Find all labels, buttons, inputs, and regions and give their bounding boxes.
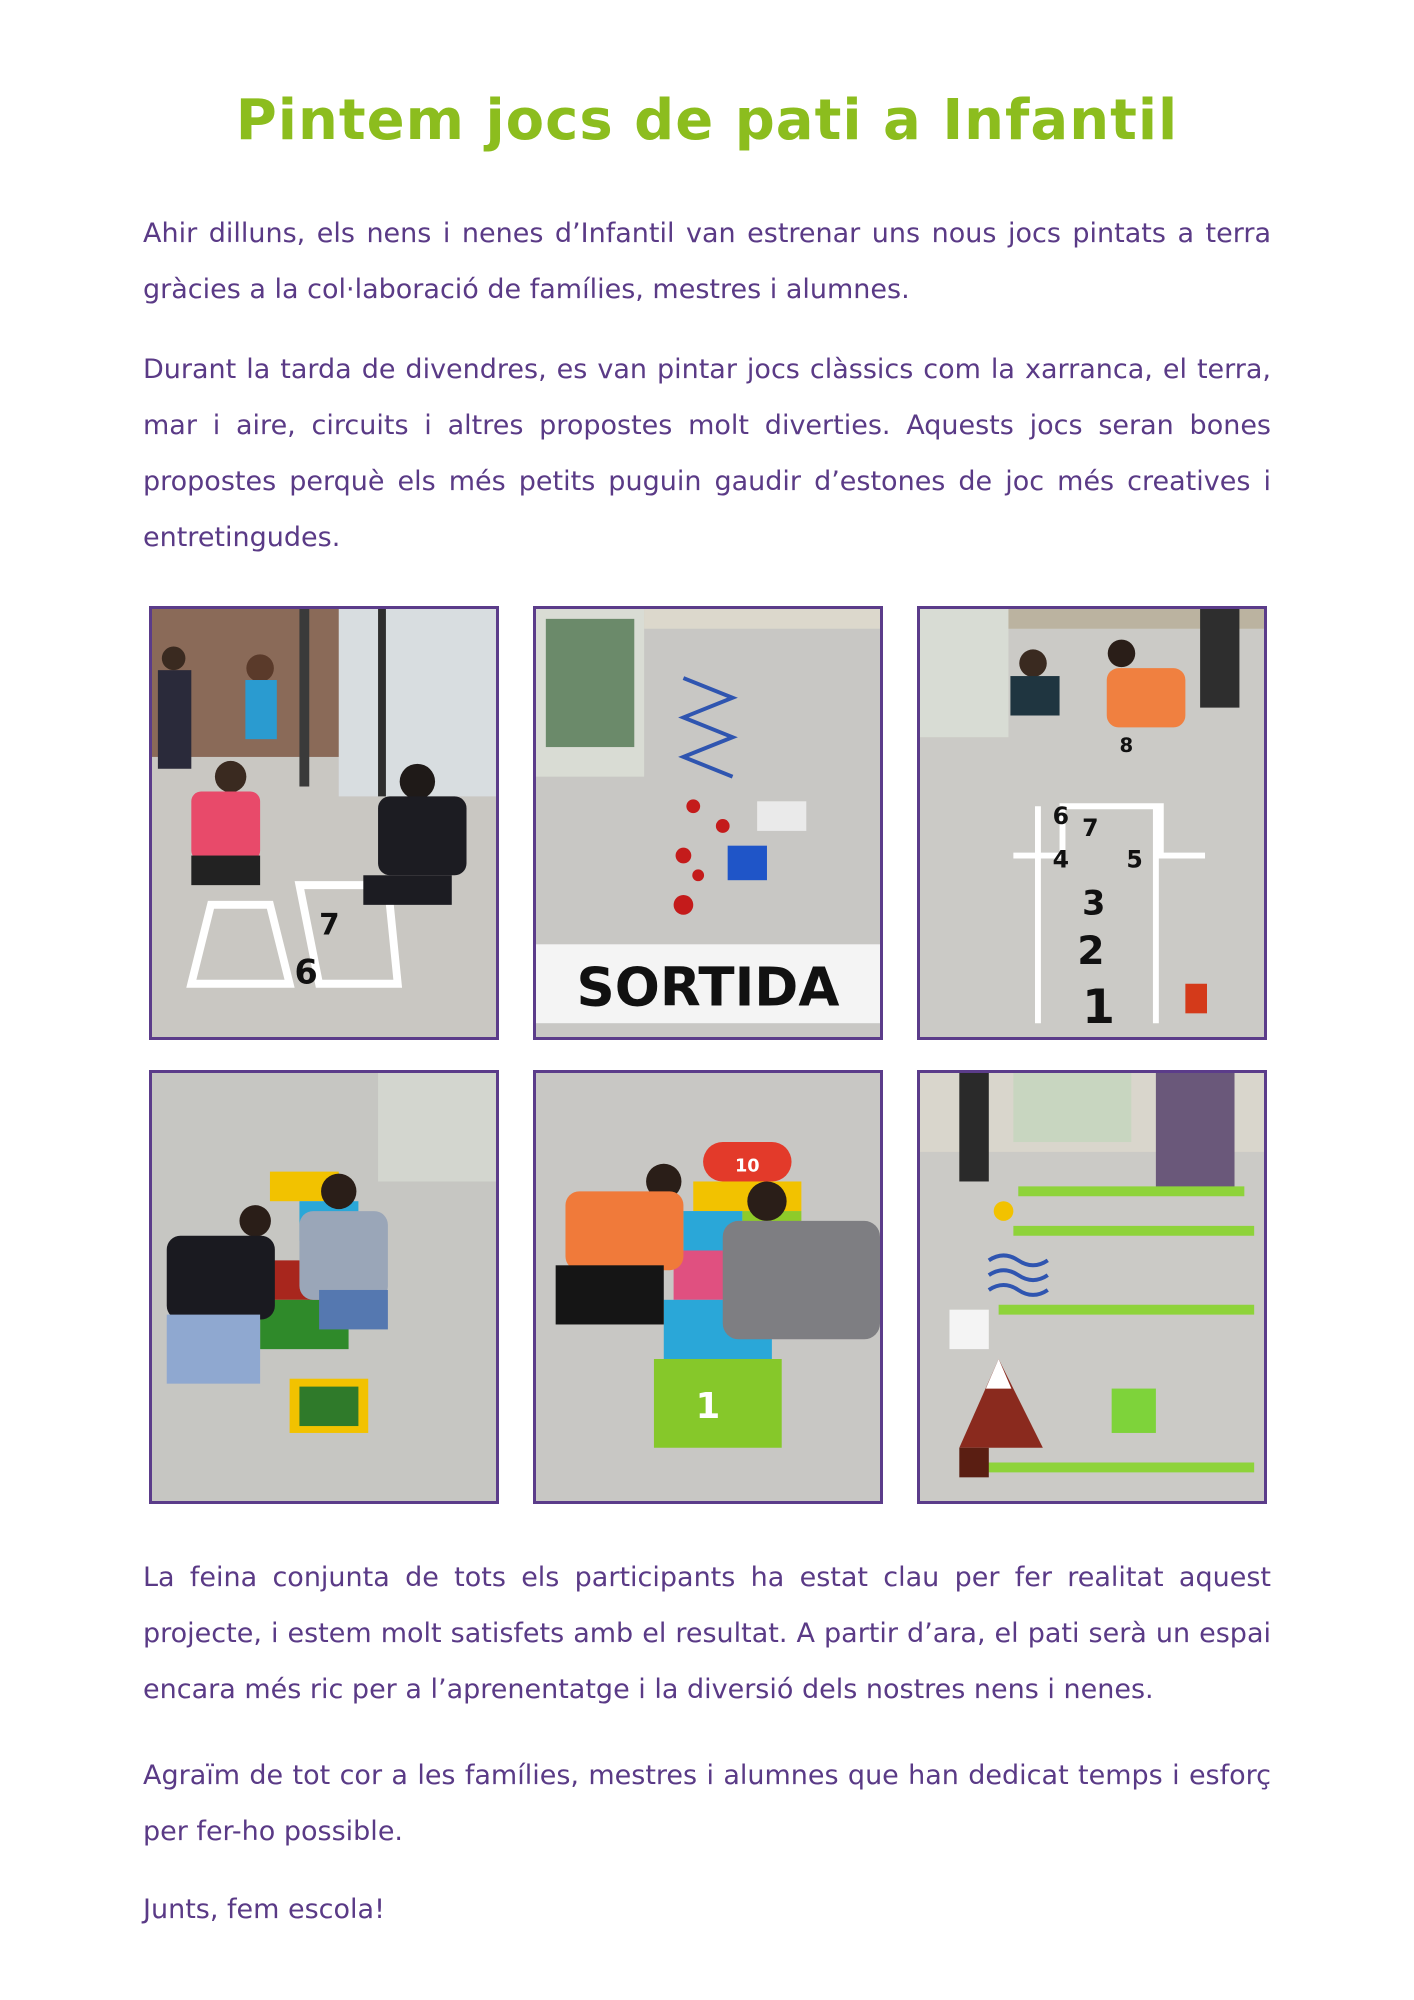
hop-num-5: 5 [1126,845,1143,874]
paragraph-result: La feina conjunta de tots els participants ha estat clau per fer realitat aquest projecte, i estem molt satisfets amb el resultat. A partir d’ara, el pati serà un espai encara més ric per a l’aprenentatge i la diversió dels nostres nens i nenes. [143,1562,1271,1705]
photo-numbered-hopscotch [917,606,1267,1040]
photo-painting-hopscotch [149,606,499,1040]
photo-sortida-start [533,606,883,1040]
photo-earth-sea-air [917,1070,1267,1504]
hop-num-6: 6 [1052,801,1070,830]
hop-num-4: 4 [1052,845,1070,874]
hop-num-8: 8 [1119,733,1134,758]
hop-num-7: 7 [1082,813,1099,842]
paragraph-thanks: Agraïm de tot cor a les famílies, mestres i alumnes que han dedicat temps i esforç per fer-ho possible. [143,1760,1271,1847]
paragraph-intro: Ahir dilluns, els nens i nenes d’Infantil van estrenar uns nous jocs pintats a terra gràcies a la col·laboració de famílies, mestres i alumnes. [143,218,1271,305]
hop-num-10: 10 [734,1156,760,1177]
hop-num-3: 3 [1082,883,1106,923]
paragraph-details: Durant la tarda de divendres, es van pintar jocs clàssics com la xarranca, el terra, mar i aire, circuits i altres propostes molt diverties. Aquests jocs seran bones propostes perquè els més petits puguin gaudir d’estones de joc més creatives i entretingudes. [143,354,1271,553]
paragraph-closing: Junts, fem escola! [143,1894,385,1925]
hop-num-1: 1 [1082,980,1116,1036]
page-title: Pintem jocs de pati a Infantil [235,88,1179,153]
hop-num-1-colored: 1 [695,1386,721,1428]
svg-text:7: 7 [319,907,340,942]
photo-colored-hopscotch [533,1070,883,1504]
sortida-label: SORTIDA [576,956,840,1019]
photo-painting-colors [149,1070,499,1504]
svg-text:6: 6 [294,952,318,992]
hop-num-2: 2 [1077,927,1105,975]
